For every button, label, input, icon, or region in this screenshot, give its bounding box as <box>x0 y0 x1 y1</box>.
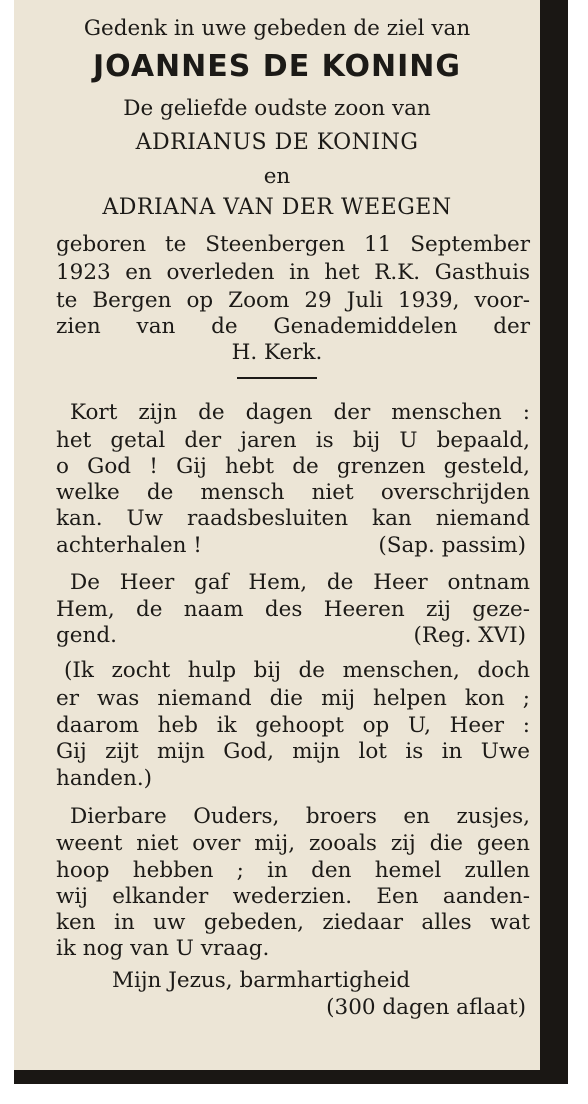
verse-line: wij elkander wederzien. Een aanden- <box>56 884 530 909</box>
intro-text: Gedenk in uwe gebeden de ziel van <box>83 16 471 41</box>
verse-line: het getal der jaren is bij U bepaald, <box>56 428 530 453</box>
verse-last-line: achterhalen ! <box>56 533 202 558</box>
bio-line: te Bergen op Zoom 29 Juli 1939, voor- <box>56 288 530 313</box>
verse-line: daarom heb ik gehoopt op U, Heer : <box>56 713 530 738</box>
verse-last-line: gend. <box>56 623 117 648</box>
scripture-reference: (Reg. XVI) <box>413 623 526 648</box>
verse-line: kan. Uw raadsbesluiten kan niemand <box>56 506 530 531</box>
bio-line: zien van de Genademiddelen der <box>56 314 530 339</box>
verse-line: welke de mensch niet overschrijden <box>56 480 530 505</box>
bio-last-line: H. Kerk. <box>231 340 323 365</box>
prayer-line: Mijn Jezus, barmhartigheid <box>112 968 411 993</box>
indulgence-note: (300 dagen aflaat) <box>326 995 526 1020</box>
verse-line: weent niet over mij, zooals zij die geen <box>56 831 530 856</box>
deceased-name: JOANNES DE KONING <box>92 49 462 84</box>
verse-last-line: handen.) <box>56 766 153 791</box>
bio-line: geboren te Steenbergen 11 September <box>56 232 530 257</box>
verse-line: hoop hebben ; in den hemel zullen <box>56 858 530 883</box>
bio-line: 1923 en overleden in het R.K. Gasthuis <box>56 260 530 285</box>
verse-line: Gij zijt mijn God, mijn lot is in Uwe <box>56 739 530 764</box>
memorial-card <box>14 0 540 1070</box>
father-name: ADRIANUS DE KONING <box>135 130 419 155</box>
verse-line: ken in uw gebeden, ziedaar alles wat <box>56 910 530 935</box>
verse-line: De Heer gaf Hem, de Heer ontnam <box>70 570 530 595</box>
verse-line: Kort zijn de dagen der menschen : <box>70 400 530 425</box>
verse-line: Hem, de naam des Heeren zij geze- <box>56 597 530 622</box>
verse-line: o God ! Gij hebt de grenzen gesteld, <box>56 454 530 479</box>
conjunction-text: en <box>263 164 291 189</box>
verse-line: er was niemand die mij helpen kon ; <box>56 686 530 711</box>
scripture-reference: (Sap. passim) <box>378 533 526 558</box>
verse-line: (Ik zocht hulp bij de menschen, doch <box>64 658 530 683</box>
mother-name: ADRIANA VAN DER WEEGEN <box>102 195 452 220</box>
divider-rule <box>237 377 317 379</box>
verse-line: Dierbare Ouders, broers en zusjes, <box>70 804 530 829</box>
relation-text: De geliefde oudste zoon van <box>123 96 431 121</box>
verse-last-line: ik nog van U vraag. <box>56 936 270 961</box>
